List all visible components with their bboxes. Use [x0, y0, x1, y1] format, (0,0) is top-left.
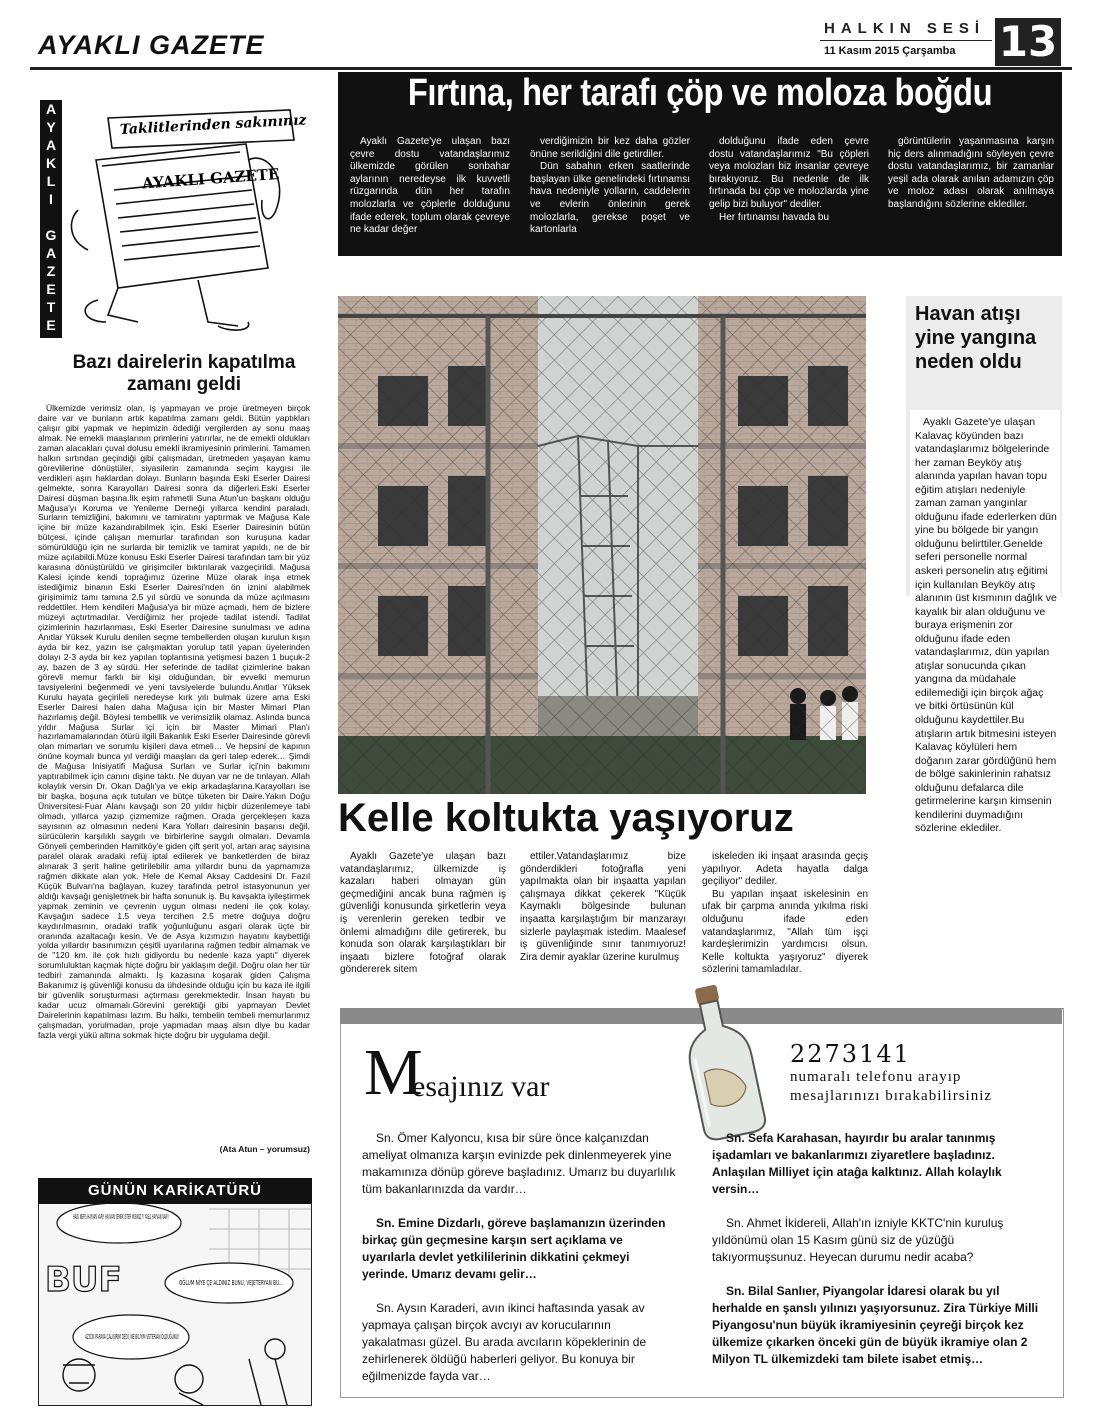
strip-letter: Z	[46, 263, 56, 279]
message-item: Sn. Ömer Kalyoncu, kısa bir süre önce kalçanızdan ameliyat olmanıza karşın evinizde pek dinlenmeyerek yine makamınıza dönüp göreve başladınız. Umarız bu duyarlılık tüm bakanlarınızda da vardır…	[362, 1131, 676, 1196]
strip-letter: Y	[46, 119, 56, 135]
messages-phone-text	[790, 1068, 992, 1106]
strip-letter: T	[46, 299, 56, 315]
kelle-story-column-1	[340, 851, 506, 977]
top-story-paragraph: Her fırtınamsı havada bu	[719, 211, 830, 223]
strip-letter: E	[46, 281, 56, 297]
top-story-paragraph: Ayaklı Gazete'ye ulaşan bazı çevre dostu vatandaşlarımız ülkemizde görülen sonbahar aylarının neredeyse ilk kuvvetli rüzgarında dün her tarafın molozlarla ve çöplerle dolduğunu ifade ederek, toplum olarak çevreye ne kadar değer	[350, 136, 510, 236]
messages-phone-text-line: numaralı telefonu arayıp	[790, 1069, 962, 1085]
messages-right-column	[712, 1130, 1046, 1368]
strip-letter: K	[45, 155, 57, 171]
cartoon-bubble-2: OĞLUM NİYE ÇE ALDINIZ BUNU, VEJETERYAN BU...	[179, 1279, 354, 1287]
strip-letter: A	[45, 137, 57, 153]
top-story-paragraph: dolduğunu ifade eden çevre dostu vatandaşlarımız "Bu çöpleri veya molozları biz insanlar çevreye bırakıyoruz. Bu nedenle de ilk fırtınada bu çöp ve molozlarda yine gelip bizi buluyor" dediler.	[709, 136, 869, 210]
cartoon-frame	[38, 1178, 354, 1406]
cartoon-bubble-3	[85, 1332, 179, 1341]
strip-letter: L	[46, 173, 56, 189]
top-story-headline: Fırtına, her tarafı çöp ve moloza boğdu	[407, 72, 993, 114]
cartoon-drawing	[39, 1179, 354, 1405]
strip-letter: I	[49, 191, 53, 207]
top-story-column-3	[709, 136, 869, 224]
section-title: AYAKLI GAZETE	[38, 30, 265, 60]
kelle-story-column-3	[702, 851, 868, 977]
ayakli-gazete-logo	[38, 100, 324, 340]
logo-paper-title: AYAKLI GAZETE	[141, 164, 280, 193]
top-story-paragraph: görüntülerin yaşanmasına karşın hiç ders alınmadığını söyleyen çevre dostu vatandaşlarımız, bir zamanlar yeşil ada olarak anılan adamızın çöp ve moloz adası olarak anılmaya başlandığını sözlerine eklediler.	[888, 136, 1054, 210]
strip-letter: A	[45, 245, 57, 261]
section-rule	[30, 67, 1072, 70]
construction-photo	[338, 296, 866, 794]
strip-letter: G	[45, 227, 57, 243]
message-item: Sn. Ahmet İkidereli, Allah'ın izniyle KKTC'nin kuruluş yıldönümü olan 15 Kasım günü siz de yüzüğü takıyormuşsunuz. Heyecan durumu nedir acaba?	[712, 1216, 1004, 1264]
top-story-paragraph: Dün sabahın erken saatlerinde başlayan ülke genelindeki fırtınamsı hava nedeniyle yolların, caddelerin ve evlerin önlerinin gerek molozlarla, gerekse poşet ve kartonlarla	[530, 161, 690, 236]
left-story-paragraph: Ülkemizde verimsiz olan, iş yapmayan ve proje üretmeyen birçok daire var ve bunların artık kapatılma zamanı geldi. Bütün yaptıkları çalışır gibi yapmak ve hepimizin ödediği vergilerden ay sonu maaş almak. Ne emekli maaşlarının primlerini yatırırlar, ne de emekli oldukları zaman alacakları çuval dolusu emekli ikramiyesinin primlerini. Tamamen halkın sırtından geçindiği gibi çalışmadan, üretmeden yaşayan kamu görevlilerine dönüştüler, siyasilerin zamanında seçim kaygısı ile verdikleri aşırı haklardan dolayı. Bunların başında Eski Eserler Dairesi gelmekte, sonra Karayolları Dairesi sonra da diğerleri.Eski Eserler Dairesi düşman başına.İlk eşim rahmetli Suna Atun'un başkanı olduğu Mağusa'yı Koruma ve Yenileme Derneği yıllarca kendini paraladı. Surların temizliğini, bakımını ve tamiratını yaptırmak ve Mağusa Kale içine bir müze kazandırabilmek için. Eski Eserler Dairesinin bütün bütçesi, içinde çalışan memurlar tarafından son kuruşuna kadar sömürüldüğü için ne surlarda bir temizlik ve tamirat yapıldı, ne de bir müze açılabildi.Müze konusu Eski Eserler Dairesi tarafından tam bir yüz karasına dönüştürüldü ve girişimciler bıktırılarak vazgeçirildi. Mağusa Kalesi içinde kendi toprağımız üzerine Müze olarak inşa etmek istediğimiz binanın Eski Eserler Dairesi'nden ön iznini alabilmek girişimimiz tamı tamına 2.5 yıl sürdü ve sonunda da müze açılmasını reddettiler. Hem kendileri Mağusa'ya bir müze açmadı, hem de bizlere müzeyi açtırtmadılar. Verdiğimiz her projede tadilat istendi. Tadilat çizimlerinin hazırlanması, Eski Eserler Dairesine sunulması ve adına Anıtlar Yüksek Kurulu denilen seçme tembellerden oluşan kurulun kışın ayda bir kez, yazın ise çalışmaktan yorulup tatil yapan üyelerinden dolayı 2-3 ayda bir kez yapılan toplantısına yetişmesi bazen 1 buçuk-2 ay, bazen de 3 ay sürdü. Her seferinde de tadilat çizimlerine bakan görevli memur farklı bir kişi olduğundan, bir evvelki memurun tavsiyelerini beğenmedi ve yeni tavsiyelerde bulundu.Anıtlar Yüksek Kurulu hayata geçirileli neredeyse kırk yılı bulmak üzere ama Eski Eserler Dairesi halen daha Mağusa için bir Master Mimari Plan hazırlamış değil. Böylesi tembellik ve verimsizlik olamaz. Aslında bunca yıldır Mağusa Surlar içi için bir Master Mimari Plan'ı hazırlamamalarından ötürü ilgili Bakanlık Eski Eserler Dairesinde görevli olan mimarları ve sorumlu kişileri dava etmeli… Ve hepsini de kapının önüne koymalı bunca yıl verdiği maaşları da geri talep ederek… Şimdi de Mağusa İnisiyatifi Mağusa Surları ve Surlar içi'nin bakımını yaptırabilmek için canını dişine taktı. Ne duyan var ne de tınlayan. Allah kolaylık versin Dr. Okan Dağlı'ya ve ekip arkadaşlarına.Karayolları ise bir başka, boşuna açık tutulan ve bütçe tüketen bir Daire.Yakın Doğu Üniversitesi-Fuar Alanı kavşağı son 20 yıldır hiçbir düzenlemeye tabi olmadı, yıllarca yazıp çizmemize rağmen. Orada gerçekleşen kaza sayısının az olmasının nedeni Kara Yolları dairesinin başarısı değil, sürücülerin karşılıklı saygılı ve birbirlerine saygılı olmaları. Devamla Gönyeli çemberinden Hamitköy'e giden çift şerit yol, artan araç sayısına paralel olarak aradaki refüj iptal edilerek ve banketlerden de biraz alınarak 3 şerit haline getirilebilir ama yıllardır bunu da yapmamıza rağmen dikkate alan yok. Hele de Kemal Aksay Caddesini Dr. Fazıl Küçük Bulvarı'na bağlayan, kuzey tarafında petrol istasyonunun yer aldığı kavşağı genişletmek bir hafta sonunuk iş. Bu kavşakta iyileştirmek yapmak zeminin ve çevrenin uygun olması nedeni ile çok kolay. Kavşağın sadece 1.5 veya tercihen 2.5 metre doğuya doğru kaydırılmasının, oradaki trafik yoğunluğunu asgari olarak üçte bir oranında azaltacağı kesin. Ve de Asya kızımızın hayatını kaybettiği yolda yıllardır basınımızın çeşitli uyarılarına rağmen tedbir almamak ve de "120 km. ile çok hızlı gidiyordu bu nedenle kaza yaptı" diyerek sorumluluktan kaçmak hiçte doğru bir yaklaşım değil. Doğru olan her tür tedbiri zamanında almaktı. İş kazasına koşarak giden Çalışma Bakanımız iş güvenliği konusu da ühdesinde olduğu için bu kaza ile ilgili bir güvenlik soruşturması açtırması gerekmektedir. İnsan hayatı bu kadar ucuz olmamalı.Görevini gerektiği gibi yapmayan Devlet Dairelerinin kapatılması lazım. Bu halkı, tembelin tembeli memurlarımız çalışmadan, yorulmadan, proje yapmadan maaş alsın diye bu kadar fazla vergi yükü altına sokmak hiçte doğru bir uygulama değil.	[38, 403, 310, 1041]
left-story-headline: Bazı dairelerin kapatılma zamanı geldi	[72, 352, 296, 395]
messages-title: esajınız var	[412, 1070, 550, 1103]
masthead: HALKIN SESİ	[824, 20, 986, 37]
message-item: Sn. Emine Dizdarlı, göreve başlamanızın üzerinden birkaç gün geçmesine karşın sert açıklama ve uyarılarla devlet yetkililerinin dikkatini çekmeyi yerinde. Umarız devamı gelir…	[362, 1216, 666, 1281]
message-item: Sn. Aysın Karaderi, avın ikinci haftasında yasak av yapmaya çalışan birçok avcıyı av korucularının yakalatması güzel. Bu arada avcıların köpeklerinin de zehirlenerek öldüğü haberleri geliyor. Bu konuya bir eğilmenizde fayda var…	[362, 1301, 647, 1383]
kelle-story-column-2	[520, 851, 686, 964]
cartoon-title: GÜNÜN KARİKATÜRÜ	[38, 1178, 312, 1204]
kelle-story-headline: Kelle koltukta yaşıyoruz	[338, 796, 794, 840]
strip-letter: A	[45, 101, 57, 117]
right-story-body	[915, 416, 1057, 836]
top-story-paragraph: verdiğimizin bir kez daha gözler önüne serildiğini dile getirdiler.	[530, 136, 690, 160]
left-story-author: (Ata Atun – yorumsuz)	[219, 1144, 310, 1154]
message-item: Sn. Bilal Sanlıer, Piyangolar İdaresi olarak bu yıl herhalde en şanslı yılınızı yaşıyorsunuz. Zira Türkiye Milli Piyangosu'nun büyük ikramiyesinin çeyreği birçok kez ülkemize çıkarken önceki gün de büyük ikramiye olan 2 Milyon TL ülkemizdeki tam bilete isabet etmiş…	[712, 1284, 1039, 1366]
page-number: 13	[995, 18, 1061, 66]
messages-title-initial: M	[364, 1036, 423, 1109]
bottle-icon	[676, 982, 776, 1138]
top-story-column-1	[350, 136, 510, 237]
cartoon-bubble-1	[73, 1212, 169, 1221]
masthead-rule	[820, 40, 992, 41]
cartoon-sign: BUF	[45, 1260, 122, 1300]
messages-left-column	[362, 1130, 678, 1385]
kelle-story-paragraph: iskeleden iki inşaat arasında geçiş yapılıyor. Adeta hayatla dalga geçiliyor" dediler.	[702, 851, 868, 888]
strip-letter: E	[46, 317, 56, 333]
issue-date: 11 Kasım 2015 Çarşamba	[824, 45, 956, 57]
top-story-column-4	[888, 136, 1054, 212]
top-story-column-2	[530, 136, 690, 237]
messages-phone-number: 2273141	[790, 1040, 911, 1068]
left-story-body	[38, 404, 310, 1041]
kelle-story-paragraph: ettiler.Vatandaşlarımız bize gönderdikleri fotoğrafla yeni yapılmakta olan bir inşaatta yapılan çalışmaya dikkat çekerek "Küçük Kaymaklı bölgesinde bulunan inşaatta karşılaştığım bir manzarayı sizlerle paylaşmak istedim. Maalesef iş güvenliğinde sınır tanımıyoruz! Zira demir ayaklar üzerine kurulmuş	[520, 851, 686, 963]
kelle-story-paragraph: Bu yapılan inşaat iskelesinin en ufak bir çarpma anında yıkılma riski olduğunu ifade eden vatandaşlarımız, "Allah tüm işçi kardeşlerimizin yardımcısı olsun. Kelle koltukta yaşıyoruz" diyerek sözlerini tamamladılar.	[702, 888, 868, 976]
kelle-story-paragraph: Ayaklı Gazete'ye ulaşan bazı vatandaşlarımız, ülkemizde iş kazaları haberi olmayan gün geçmediğini ancak buna rağmen iş güvenliği konusunda şirketlerin veya iş verenlerin gereken tedbir ve önlemi almadığını dile getirerek, bu konuda son olarak karşılaştıkları bir inşaatı bizlere fotoğraf olarak göndererek sitem	[340, 851, 506, 976]
logo-banner-text: Taklitlerinden sakınınız	[119, 112, 307, 139]
logo-paper-title-group	[141, 165, 280, 193]
message-item: Sn. Sefa Karahasan, hayırdır bu aralar tanınmış işadamları ve bakanlarımızı ziyaretlere başladınız. Anlaşılan Milliyet için ataĝa kalktınız. Allah kolaylık versin…	[712, 1131, 1002, 1196]
messages-phone-text-line: mesajlarınızı bırakabilirsiniz	[790, 1088, 993, 1104]
right-story-headline: Havan atışı yine yangına neden oldu	[915, 303, 1037, 373]
right-story-paragraph: Ayaklı Gazete'ye ulaşan Kalavaç köyünden bazı vatandaşlarımız bölgelerinde her zaman Beyköy atış alanında yapılan havan topu eğitim atışları nedeniyle zaman zaman yangınlar olduğunu ifade ederlerken dün yine bu bölgede bir yangın olduğunu belirttiler.Genelde seferi personelle normal askeri personelin atış eğitimi için kullanılan Beyköy atış alanının üst kısmının dağlık ve kayalık bir alan olduğunu ve buraya erişmenin zor olduğunu ifade eden vatandaşlarımız, dün yapılan atışlar sonucunda çıkan yangına da müdahale edilemediği için birçok ağaç ve bitki örtüsünün kül olduğunu kaydettiler.Bu atışların artık bitmesini isteyen Kalavaç köylüleri hem doğanın zarar gördüğünü hem de bölge sakinlerinin rahatsız olduğunu defalarca dile getirmelerine karşın kimsenin kendilerini duymadığını sözlerine eklediler.	[915, 416, 1057, 835]
